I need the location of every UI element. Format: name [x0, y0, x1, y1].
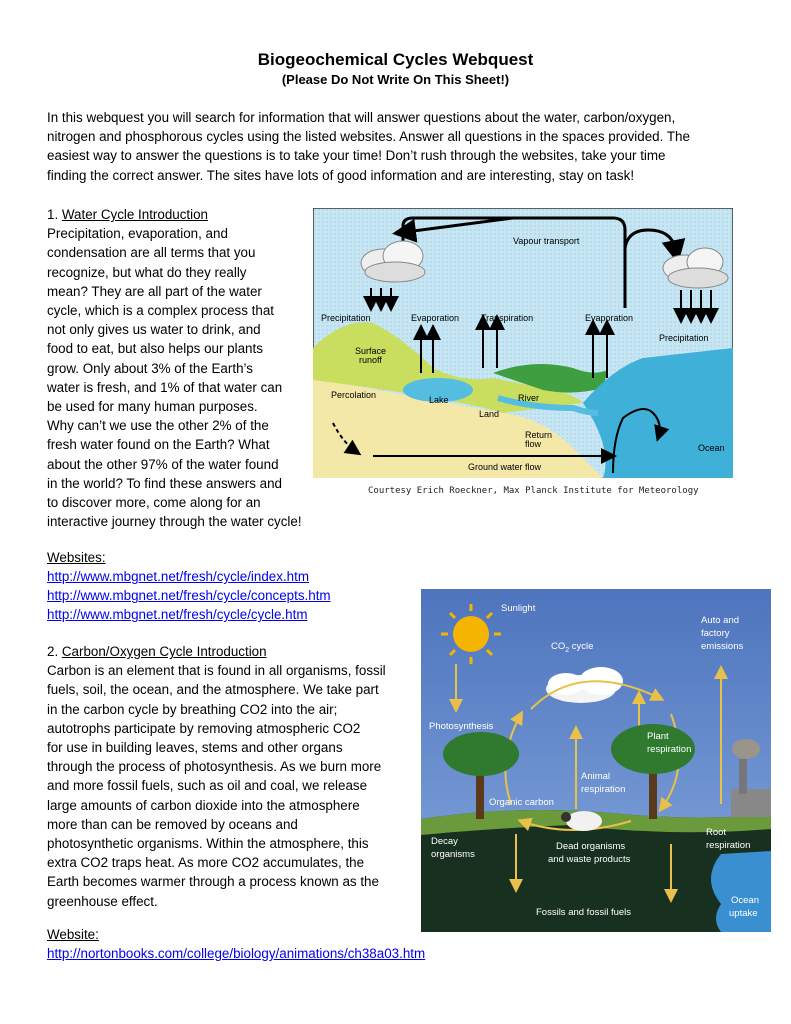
carbon-line: Earth becomes warmer through a process known as the: [47, 874, 379, 890]
label-ocean2: uptake: [729, 908, 758, 919]
water-cycle-diagram: [313, 208, 733, 478]
intro-line: nitrogen and phosphorous cycles using the listed websites. Answer all questions in the spaces provided. The: [47, 129, 690, 145]
label-decay2: organisms: [431, 849, 475, 860]
page-subtitle: (Please Do Not Write On This Sheet!): [281, 72, 510, 87]
label-evap-right: Evaporation: [585, 313, 634, 323]
label-auto3: emissions: [701, 641, 744, 652]
label-groundwater: Ground water flow: [468, 462, 542, 472]
water-heading: 1. Water Cycle Introduction: [47, 207, 209, 222]
label-animal2: respiration: [581, 784, 626, 795]
carbon-cycle-diagram: [421, 589, 771, 932]
label-plant2: respiration: [647, 744, 692, 755]
water-line: food to eat, but also helps our plants: [47, 341, 263, 357]
water-heading-text: Water Cycle Introduction: [61, 207, 209, 222]
label-percolation: Percolation: [331, 390, 377, 400]
website-label: Website:: [47, 927, 99, 942]
carbon-cycle-section: [47, 642, 407, 911]
carbon-line: for use in building leaves, stems and other organs: [47, 740, 343, 756]
label-land: Land: [479, 409, 500, 419]
carbon-line: Carbon is an element that is found in all organisms, fossil: [47, 663, 386, 679]
carbon-line: extra CO2 traps heat. As more CO2 accumulates, the: [47, 855, 365, 871]
water-line: in the world? To find these answers and: [47, 475, 282, 491]
carbon-line: photosynthetic organisms. Within the atmosphere, this: [47, 836, 369, 852]
water-line: Precipitation, evaporation, and: [47, 226, 228, 242]
label-river: River: [518, 393, 540, 403]
label-animal1: Animal: [581, 771, 611, 782]
water-line: recognize, but what do they really: [47, 264, 247, 280]
water-line: fresh water found on the Earth? What: [47, 437, 270, 453]
water-line: cycle, which is a complex process that: [47, 303, 274, 319]
label-root2: respiration: [706, 840, 751, 851]
carbon-line: autotrophs participate by removing atmospheric CO2: [47, 720, 361, 736]
intro-line: finding the correct answer. The sites have lots of good information and are interesting, stay on task!: [47, 167, 635, 183]
label-ocean: Ocean: [698, 443, 725, 453]
label-flow: flow: [525, 439, 542, 449]
carbon-line: through the process of photosynthesis. As we burn more: [47, 759, 382, 775]
carbon-ocean: [711, 851, 771, 932]
label-sunlight: Sunlight: [501, 603, 536, 614]
water-line: not only gives us water to drink, and: [47, 322, 261, 338]
water-line: grow. Only about 3% of the Earth’s: [47, 360, 253, 376]
label-co2-cycle: $CO_2$ cycle: [551, 641, 594, 654]
carbon-line: and more fossil fuels, such as oil and coal, we release: [47, 778, 368, 794]
carbon-heading: 2. Carbon/Oxygen Cycle Introduction: [47, 644, 267, 659]
label-surface: Surface: [355, 346, 387, 356]
carbon-line: greenhouse effect.: [47, 893, 158, 909]
water-line: interactive journey through the water cycle!: [47, 514, 302, 530]
intro-line: easiest way to answer the questions is to take your time! Don’t rush through the websites, take your time: [47, 148, 666, 164]
water-line: water is fresh, and 1% of that water can: [47, 379, 283, 395]
label-photosynthesis: Photosynthesis: [429, 721, 494, 732]
label-plant1: Plant: [647, 731, 669, 742]
label-vapour: Vapour transport: [513, 236, 580, 246]
label-transpiration: Transpiration: [481, 313, 534, 323]
label-dead1: Dead organisms: [556, 841, 626, 852]
water-figure-caption: Courtesy Erich Roeckner, Max Planck Institute for Meteorology: [368, 486, 699, 496]
water-link-index[interactable]: http://www.mbgnet.net/fresh/cycle/index.htm: [47, 569, 309, 584]
carbon-link-norton[interactable]: http://nortonbooks.com/college/biology/animations/ch38a03.htm: [47, 946, 426, 961]
carbon-line: in the carbon cycle by breathing CO2 into the air;: [47, 701, 338, 717]
label-return: Return: [525, 430, 553, 440]
label-auto1: Auto and: [701, 615, 740, 626]
water-line: to discover more, come along for an: [47, 495, 261, 511]
label-evap-left: Evaporation: [411, 313, 460, 323]
water-line: about the other 97% of the water found: [47, 456, 279, 472]
carbon-line: fuels, soil, the ocean, and the atmosphere. We take part: [47, 682, 379, 698]
water-line: mean? They are all part of the water: [47, 283, 262, 299]
page-title: Biogeochemical Cycles Webquest: [257, 50, 534, 69]
label-precip-right: Precipitation: [659, 333, 709, 343]
carbon-heading-text: Carbon/Oxygen Cycle Introduction: [61, 644, 267, 659]
water-links: [47, 567, 331, 624]
label-auto2: factory: [701, 628, 730, 639]
websites-label: Websites:: [47, 550, 106, 565]
label-runoff: runoff: [359, 355, 382, 365]
water-link-cycle[interactable]: http://www.mbgnet.net/fresh/cycle/cycle.htm: [47, 607, 308, 622]
water-cycle-section: [47, 205, 332, 531]
label-fossils: Fossils and fossil fuels: [536, 907, 632, 918]
label-decay1: Decay: [431, 836, 458, 847]
label-dead2: and waste products: [548, 854, 631, 865]
intro-line: In this webquest you will search for information that will answer questions about the water, carbon/oxygen,: [47, 110, 676, 125]
water-line: be used for many human purposes.: [47, 399, 258, 415]
label-organic: Organic carbon: [489, 797, 554, 808]
label-ocean1: Ocean: [731, 895, 759, 906]
water-line: condensation are all terms that you: [47, 245, 256, 261]
intro-paragraph: [47, 108, 757, 185]
label-root1: Root: [706, 827, 727, 838]
water-link-concepts[interactable]: http://www.mbgnet.net/fresh/cycle/concepts.htm: [47, 588, 331, 603]
water-line: Why can’t we use the other 2% of the: [47, 418, 269, 434]
carbon-line: large amounts of carbon dioxide into the atmosphere: [47, 797, 360, 813]
label-lake: Lake: [429, 395, 449, 405]
carbon-line: more than can be removed by oceans and: [47, 816, 298, 832]
label-precip-left: Precipitation: [321, 313, 371, 323]
